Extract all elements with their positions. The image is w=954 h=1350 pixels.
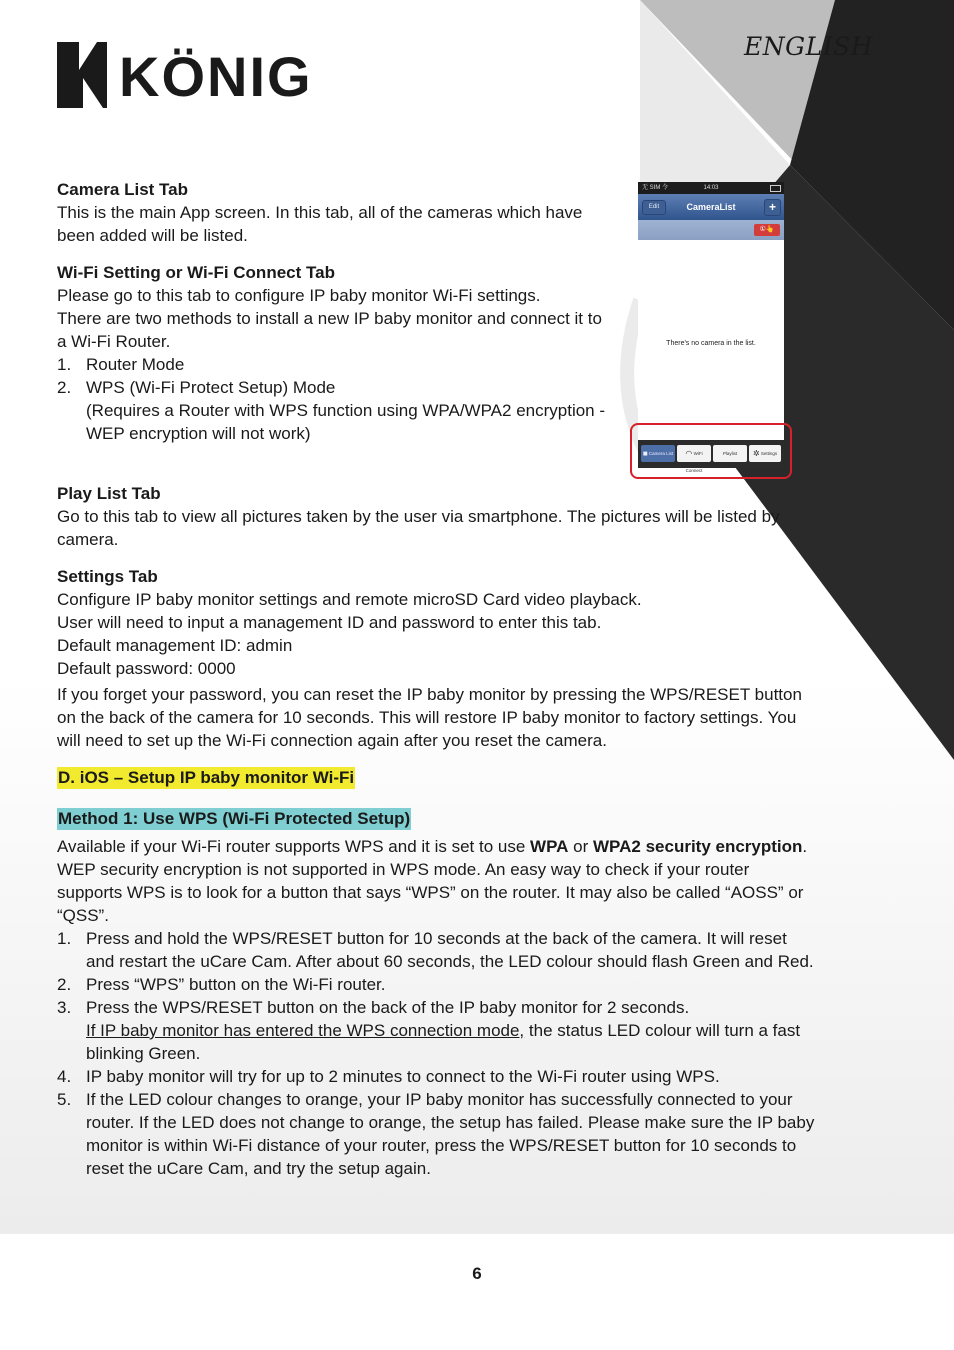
wifi-text-2: There are two methods to install a new IP baby monitor and connect it to a Wi-Fi Router. xyxy=(57,309,602,351)
reset-text: If you forget your password, you can reset the IP baby monitor by pressing the WPS/RESET button on the back of the camera for 10 seconds. This will restore IP baby monitor to factory settings. You will need to set up the Wi-Fi connection again after you reset the camera. xyxy=(57,685,802,750)
wifi-heading: Wi-Fi Setting or Wi-Fi Connect Tab xyxy=(57,263,335,282)
page-number: 6 xyxy=(472,1264,482,1283)
nav-title: CameraList xyxy=(686,202,736,212)
language-label: ENGLISH xyxy=(744,32,874,61)
gear-icon: ✲ xyxy=(752,449,760,459)
list-item: 2. Press “WPS” button on the Wi-Fi router. xyxy=(57,975,386,994)
settings-heading: Settings Tab xyxy=(57,567,158,586)
list-item: 4. IP baby monitor will try for up to 2 minutes to connect to the Wi-Fi router using WPS. xyxy=(57,1067,720,1086)
list-item: 1. Press and hold the WPS/RESET button for 10 seconds at the back of the camera. It will reset and restart the uCare Cam. After about 60 seconds, the LED colour should flash Green and Red. xyxy=(57,929,814,971)
tab-camera-list[interactable]: ■ Camera List xyxy=(641,445,675,462)
ios-heading: D. iOS – Setup IP baby monitor Wi-Fi xyxy=(58,768,355,787)
svg-text:KÖNIG: KÖNIG xyxy=(119,45,313,108)
wifi-text-1: Please go to this tab to configure IP baby monitor Wi-Fi settings. xyxy=(57,286,541,305)
wps-note: (Requires a Router with WPS function using WPA/WPA2 encryption - WEP encryption will not work) xyxy=(86,401,606,443)
list-item: 2. WPS (Wi-Fi Protect Setup) Mode (Requires a Router with WPS function using WPA/WPA2 encryption - WEP encryption will not work) xyxy=(57,378,606,443)
camera-icon: ■ xyxy=(642,449,648,459)
wps-steps-list xyxy=(57,927,817,1180)
empty-list-message: There's no camera in the list. xyxy=(666,340,756,347)
list-item: 3. Press the WPS/RESET button on the back of the IP baby monitor for 2 seconds. If IP baby monitor has entered the WPS connection mode, the status LED colour will turn a fast blinking Green. xyxy=(57,998,801,1063)
camera-list-text: This is the main App screen. In this tab, all of the cameras which have been added will be listed. xyxy=(57,203,583,245)
status-time: 14:03 xyxy=(703,185,719,191)
wifi-icon: ◠ xyxy=(685,449,693,459)
default-password: Default password: 0000 xyxy=(57,659,236,678)
tab-playlist[interactable]: Playlist xyxy=(713,445,747,462)
list-item: 5. If the LED colour changes to orange, your IP baby monitor has successfully connected to your router. If the LED does not change to orange, the setup has failed. Please make sure the IP baby monitor is within Wi-Fi distance of your router, press the WPS/RESET button for 10 seconds to reset the uCare Cam, and try the setup again. xyxy=(57,1090,815,1178)
tab-wifi-connect[interactable]: ◠ WiFi Connect xyxy=(677,445,711,462)
wifi-methods-list xyxy=(57,353,609,445)
settings-text-2: User will need to input a management ID and password to enter this tab. xyxy=(57,613,602,632)
status-carrier: 无 SIM 令 xyxy=(642,185,669,191)
edit-button[interactable]: Edit xyxy=(642,200,666,215)
method1-intro: Available if your Wi-Fi router supports WPS and it is set to use WPA or WPA2 security encryption. WEP security encryption is not supported in WPS mode. An easy way to check if your router supports WPS is to look for a button that says “WPS” on the router. It may also be called “AOSS” or “QSS”. xyxy=(57,837,808,925)
method1-heading: Method 1: Use WPS (Wi-Fi Protected Setup) xyxy=(58,809,411,828)
camera-list-heading: Camera List Tab xyxy=(57,180,189,199)
document-body xyxy=(57,178,817,1180)
playlist-heading: Play List Tab xyxy=(57,484,161,503)
tab-settings[interactable]: ✲ Settings xyxy=(749,445,781,462)
brand-logo xyxy=(57,40,319,110)
info-badge[interactable]: ①👆 xyxy=(754,224,780,236)
default-id: Default management ID: admin xyxy=(57,636,293,655)
settings-text-1: Configure IP baby monitor settings and remote microSD Card video playback. xyxy=(57,590,642,609)
list-item: 1. Router Mode xyxy=(57,355,185,374)
playlist-text: Go to this tab to view all pictures taken by the user via smartphone. The pictures will be listed by camera. xyxy=(57,507,780,549)
footer-background xyxy=(0,1234,954,1350)
add-camera-button[interactable]: + xyxy=(764,199,781,216)
